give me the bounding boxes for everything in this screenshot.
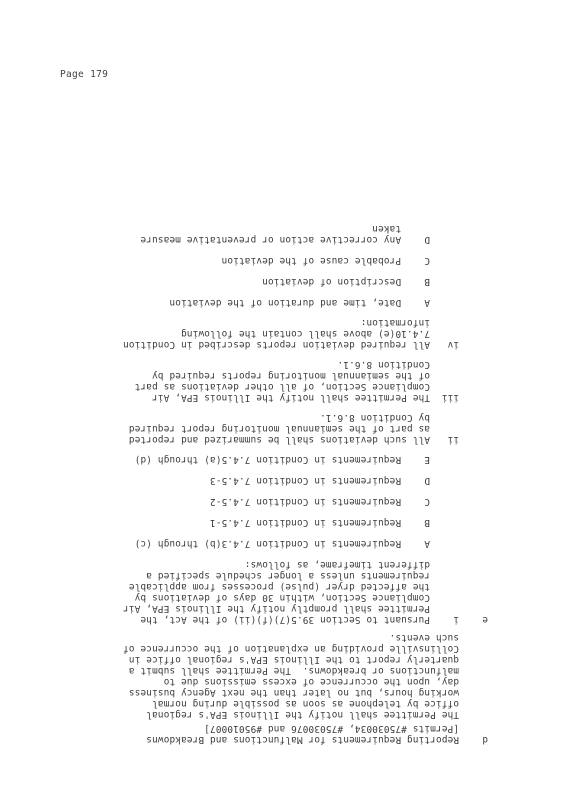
document-line: requirements unless a longer schedule specified a [146, 570, 488, 581]
document-line: B Description of deviation [262, 276, 488, 287]
document-line: D Requirements in Condition 7.4.5-3 [209, 475, 488, 486]
document-line: Permittee shall promptly notify the Illinois EPA, Air [122, 603, 488, 614]
document-line: Compliance Section, of all other deviations as part [134, 381, 488, 392]
document-line: Collinsville providing an explanation of the occurrence of [122, 643, 488, 654]
document-line: office by telephone as soon as possible during normal [151, 698, 488, 709]
document-line: e i Pursuant to Section 39.5(7)(f)(ii) of the Act, the [140, 614, 488, 625]
document-line: day, upon the occurrence of excess emissions due to [163, 676, 488, 687]
document-line: quarterly report to the Illinois EPA's regional office in [128, 654, 488, 665]
document-line: [Permits #75030034, #75030076 and #95010007] [204, 723, 488, 734]
document-line: A Date, time and duration of the deviation [169, 297, 488, 308]
document-line: ii All such deviations shall be summarized and reported [128, 434, 488, 445]
document-line: malfunctions or breakdowns. The Permittee shall submit a [128, 665, 488, 676]
document-line: working hours, but no later than the next Agency business [128, 687, 488, 698]
document-line: iii The Permittee shall notify the Illinois EPA, Air [151, 392, 488, 403]
document-line: by Condition 8.6.1. [319, 412, 488, 423]
document-line: C Probable cause of the deviation [221, 255, 488, 266]
document-line: such events. [389, 632, 488, 643]
document-line: C Requirements in Condition 7.4.5-2 [209, 496, 488, 507]
page-number: Page 179 [60, 69, 109, 80]
document-line: D Any corrective action or preventative measure [140, 234, 488, 245]
document-line: different timeframe, as follows: [244, 559, 488, 570]
document-line: as part of the semiannual monitoring report required [128, 423, 488, 434]
document-line: taken [372, 223, 488, 234]
document-line: Compliance Section, within 30 days of deviations by [134, 592, 488, 603]
document-line: information: [360, 317, 488, 328]
document-line: 7.4.10(e) above shall contain the following [180, 328, 488, 339]
document-line: the affected dryer (pulse) processes from applicable [128, 581, 488, 592]
document-line: d Reporting Requirements for Malfunctions and Breakdowns [146, 734, 488, 745]
document-line: B Requirements in Condition 7.4.5-1 [209, 517, 488, 528]
document-line: A Requirements in Condition 7.4.3(b) through (c) [134, 538, 488, 549]
document-line: E Requirements in Condition 7.4.5(a) through (d) [134, 454, 488, 465]
document-line: iv All required deviation reports described in Condition [122, 339, 488, 350]
document-line: of the semiannual monitoring reports required by [151, 370, 488, 381]
document-line: Condition 8.6.1. [337, 359, 488, 370]
document-line: The Permittee shall notify the Illinois EPA's regional [146, 709, 488, 720]
